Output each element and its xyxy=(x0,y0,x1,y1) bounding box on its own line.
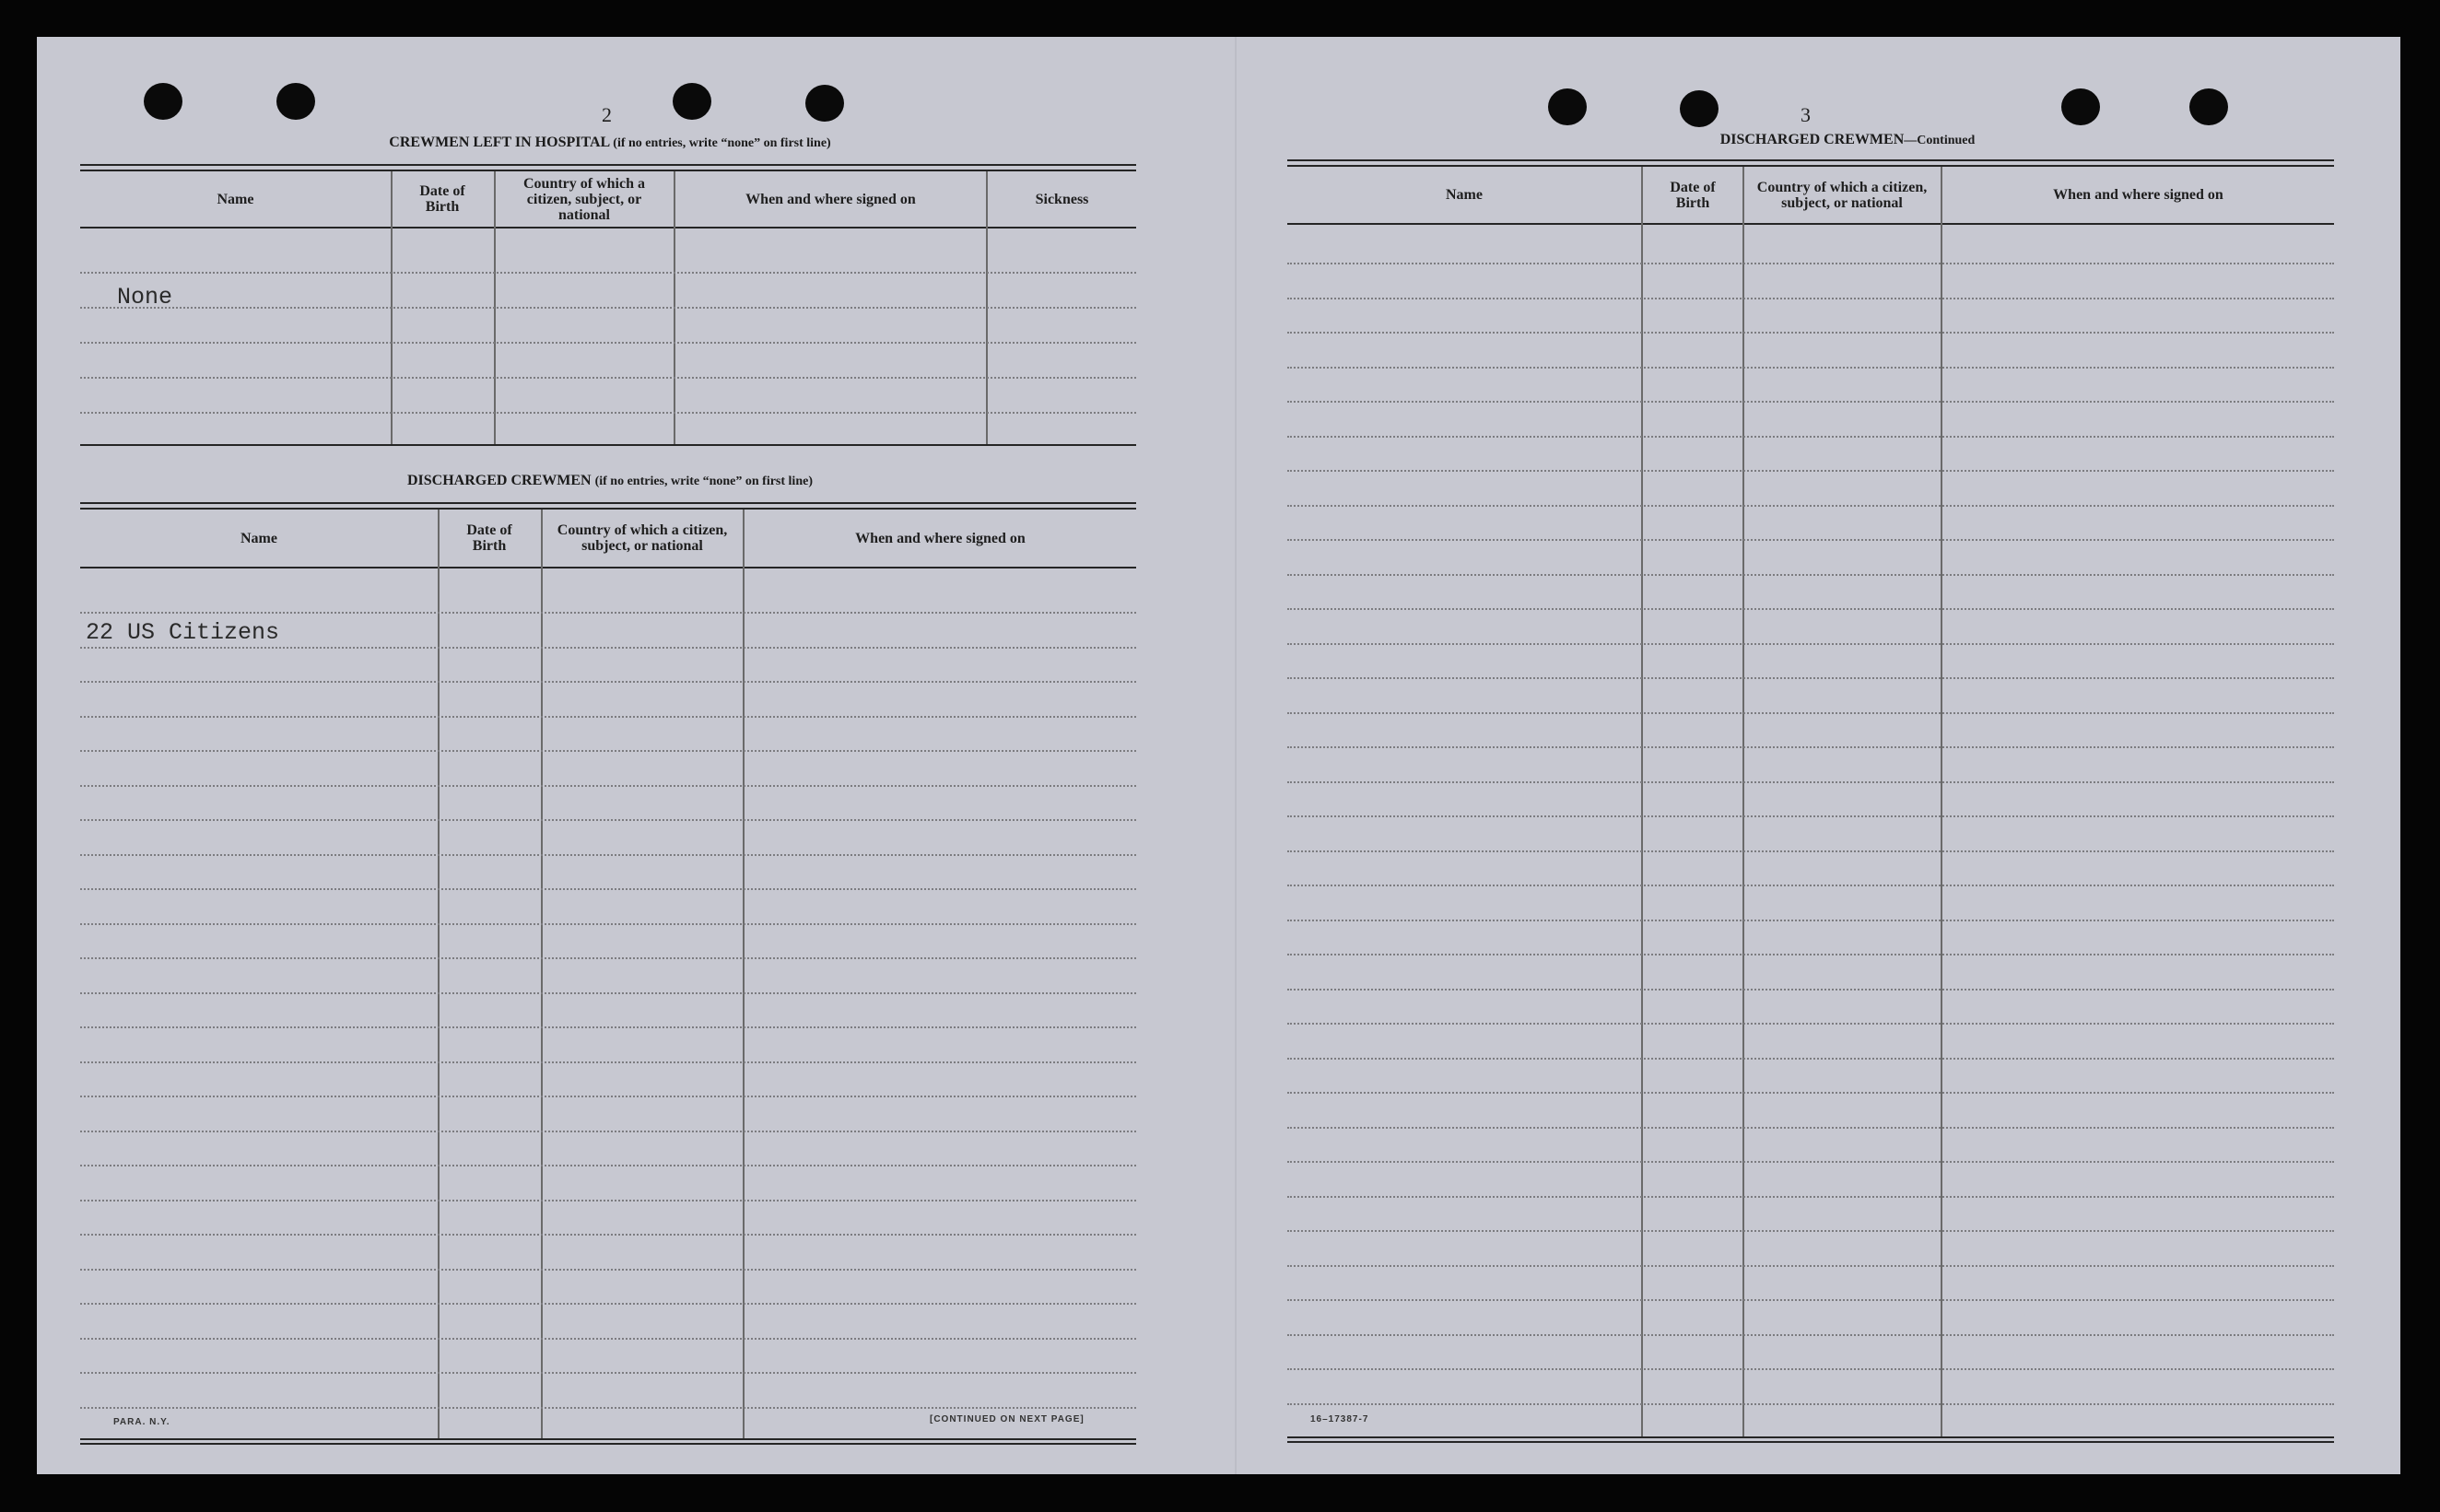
punch-hole xyxy=(2061,88,2100,125)
printer-mark: PARA. N.Y. xyxy=(113,1417,170,1427)
header-rule xyxy=(1287,223,2334,225)
entry-line xyxy=(80,923,1136,925)
entry-line xyxy=(1287,815,2334,817)
entry-line xyxy=(80,854,1136,856)
entry-line xyxy=(1287,746,2334,748)
entry-line xyxy=(80,377,1136,379)
entry-line xyxy=(1287,367,2334,369)
discharged-title: DISCHARGED CREWMEN xyxy=(407,473,592,488)
hospital-entry: None xyxy=(117,284,173,311)
entry-line xyxy=(80,819,1136,821)
continued-title: DISCHARGED CREWMEN xyxy=(1719,132,1905,147)
entry-line xyxy=(1287,1092,2334,1094)
discharged-continued-title xyxy=(1324,132,2371,148)
column-divider xyxy=(1941,167,1942,1436)
entry-line xyxy=(1287,436,2334,438)
hospital-title: CREWMEN LEFT IN HOSPITAL xyxy=(389,135,610,150)
table-top-rule xyxy=(1287,159,2334,161)
header-rule xyxy=(80,567,1136,568)
column-header-country: Country of which a citizen, subject, or national xyxy=(522,175,645,223)
table-bottom-rule xyxy=(80,444,1136,446)
entry-line xyxy=(80,412,1136,414)
hospital-note: (if no entries, write “none” on first line) xyxy=(613,136,831,150)
entry-line xyxy=(80,1407,1136,1409)
entry-line xyxy=(1287,989,2334,990)
entry-line xyxy=(80,716,1136,718)
column-header-date-of-birth: Date of Birth xyxy=(466,522,512,554)
hospital-table xyxy=(80,164,1136,450)
entry-line xyxy=(80,1096,1136,1097)
entry-line xyxy=(80,1200,1136,1201)
entry-line xyxy=(1287,1161,2334,1163)
entry-line xyxy=(1287,470,2334,472)
punch-hole xyxy=(1680,90,1719,127)
column-header-signed-on: When and where signed on xyxy=(2053,187,2223,203)
page-number-right: 3 xyxy=(1801,103,1811,126)
punch-hole xyxy=(805,85,844,122)
entry-line xyxy=(1287,263,2334,264)
entry-line xyxy=(1287,1023,2334,1025)
entry-line xyxy=(1287,643,2334,645)
table-top-rule xyxy=(80,502,1136,504)
table-bottom-rule xyxy=(1287,1441,2334,1443)
column-divider xyxy=(1742,167,1744,1436)
hospital-section-title xyxy=(80,135,1140,151)
entry-line xyxy=(80,1061,1136,1063)
entry-line xyxy=(1287,1196,2334,1198)
column-header-country: Country of which a citizen, subject, or national xyxy=(1756,179,1928,211)
entry-line xyxy=(80,1269,1136,1271)
entry-line xyxy=(1287,332,2334,334)
punch-hole xyxy=(2189,88,2228,125)
column-divider xyxy=(541,510,543,1438)
entry-line xyxy=(80,1234,1136,1236)
column-header-sickness: Sickness xyxy=(1035,191,1089,207)
discharged-section-title xyxy=(80,473,1140,489)
column-header-country: Country of which a citizen, subject, or national xyxy=(557,522,728,554)
table-top-rule xyxy=(80,164,1136,166)
entry-line xyxy=(1287,539,2334,541)
page-number-left: 2 xyxy=(602,103,612,126)
entry-line xyxy=(1287,920,2334,921)
entry-line xyxy=(1287,781,2334,783)
continued-suffix: —Continued xyxy=(1904,134,1976,147)
column-header-date-of-birth: Date of Birth xyxy=(419,183,465,215)
entry-line xyxy=(1287,885,2334,886)
punch-hole xyxy=(1548,88,1587,125)
column-divider xyxy=(743,510,745,1438)
column-divider xyxy=(438,510,440,1438)
entry-line xyxy=(1287,401,2334,403)
document-sheet xyxy=(37,37,2400,1474)
entry-line xyxy=(1287,1299,2334,1301)
entry-line xyxy=(80,992,1136,994)
discharged-continued-table xyxy=(1287,159,2334,1445)
discharged-table xyxy=(80,502,1136,1447)
column-header-name: Name xyxy=(217,191,254,207)
entry-line xyxy=(1287,574,2334,576)
punch-hole xyxy=(673,83,711,120)
entry-line xyxy=(80,307,1136,309)
entry-line xyxy=(80,957,1136,959)
entry-line xyxy=(80,1165,1136,1166)
form-number: 16–17387-7 xyxy=(1310,1414,1369,1424)
entry-line xyxy=(1287,608,2334,610)
table-bottom-rule xyxy=(80,1438,1136,1440)
entry-line xyxy=(1287,1058,2334,1060)
entry-line xyxy=(1287,1403,2334,1405)
entry-line xyxy=(80,1338,1136,1340)
entry-line xyxy=(80,272,1136,274)
continued-note: [CONTINUED ON NEXT PAGE] xyxy=(930,1414,1085,1424)
column-divider xyxy=(1641,167,1643,1436)
entry-line xyxy=(1287,850,2334,852)
entry-line xyxy=(80,681,1136,683)
page-fold xyxy=(1235,37,1237,1474)
entry-line xyxy=(80,1131,1136,1132)
entry-line xyxy=(80,785,1136,787)
punch-hole xyxy=(276,83,315,120)
discharged-note: (if no entries, write “none” on first line) xyxy=(594,475,813,488)
table-bottom-rule xyxy=(80,1443,1136,1445)
entry-line xyxy=(1287,298,2334,299)
table-bottom-rule xyxy=(1287,1436,2334,1438)
column-header-signed-on: When and where signed on xyxy=(855,530,1026,546)
discharged-entry: 22 US Citizens xyxy=(86,619,280,646)
entry-line xyxy=(1287,1265,2334,1267)
punch-hole xyxy=(144,83,182,120)
entry-line xyxy=(80,1026,1136,1028)
entry-line xyxy=(1287,1334,2334,1336)
column-header-date-of-birth: Date of Birth xyxy=(1670,179,1716,211)
entry-line xyxy=(80,1303,1136,1305)
entry-line xyxy=(1287,677,2334,679)
entry-line xyxy=(80,750,1136,752)
column-header-name: Name xyxy=(1446,187,1483,203)
entry-line xyxy=(1287,1127,2334,1129)
column-header-signed-on: When and where signed on xyxy=(745,191,916,207)
entry-line xyxy=(1287,1230,2334,1232)
entry-line xyxy=(1287,505,2334,507)
entry-line xyxy=(80,612,1136,614)
entry-line xyxy=(1287,954,2334,955)
entry-line xyxy=(80,342,1136,344)
entry-line xyxy=(80,888,1136,890)
header-rule xyxy=(80,227,1136,229)
column-header-name: Name xyxy=(240,530,277,546)
entry-line xyxy=(80,647,1136,649)
entry-line xyxy=(1287,712,2334,714)
entry-line xyxy=(80,1372,1136,1374)
entry-line xyxy=(1287,1368,2334,1370)
